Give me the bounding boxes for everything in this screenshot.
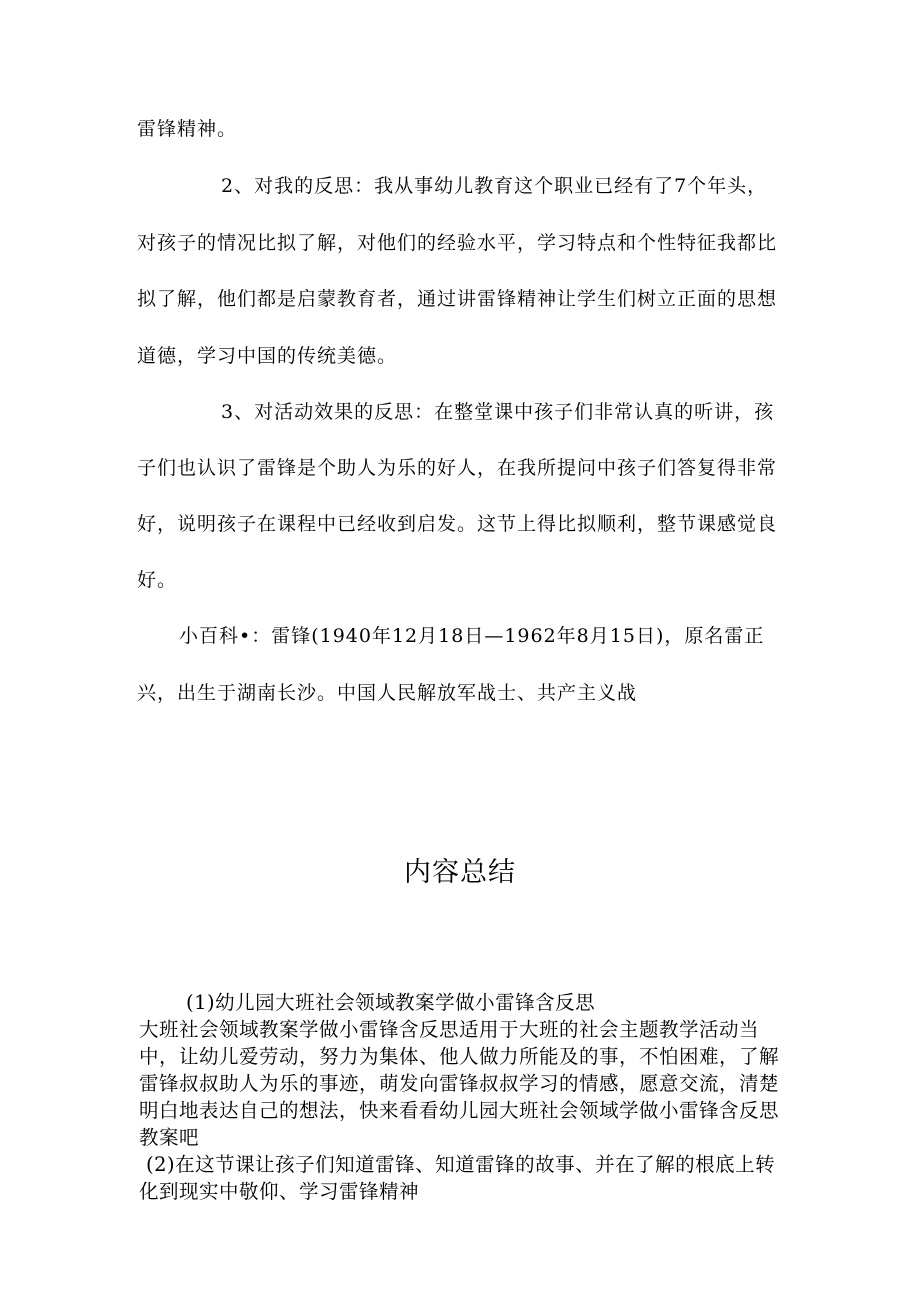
body-text-line: 3、对活动效果的反思：在整堂课中孩子们非常认真的听讲，孩 (221, 401, 775, 423)
summary-text-line: (2)在这节课让孩子们知道雷锋、知道雷锋的故事、并在了解的根底上转 (146, 1153, 776, 1176)
body-text-line: 好，说明孩子在课程中已经收到启发。这节上得比拟顺利，整节课感觉良 (137, 513, 778, 535)
body-text-line: 对孩子的情况比拟了解，对他们的经验水平，学习特点和个性特征我都比 (137, 232, 778, 254)
body-text-line: 子们也认识了雷锋是个助人为乐的好人，在我所提问中孩子们答复得非常 (137, 457, 778, 479)
body-text-line: 雷锋精神。 (137, 118, 238, 140)
summary-text-line: 中，让幼儿爱劳动，努力为集体、他人做力所能及的事，不怕困难，了解 (139, 1045, 780, 1068)
body-text-line: 拟了解，他们都是启蒙教育者，通过讲雷锋精神让学生们树立正面的思想 (137, 288, 778, 310)
body-text-line: 道德，学习中国的传统美德。 (137, 345, 398, 367)
summary-item-heading: (1)幼儿园大班社会领域教案学做小雷锋含反思 (186, 991, 596, 1014)
summary-text-line: 大班社会领域教案学做小雷锋含反思适用于大班的社会主题教学活动当 (139, 1018, 760, 1041)
body-text-line: 小百科•：雷锋(1940年12月18日—1962年8月15日)，原名雷正 (179, 625, 765, 647)
summary-text-line: 明白地表达自己的想法，快来看看幼儿园大班社会领域学做小雷锋含反思 (139, 1099, 780, 1122)
summary-text-line: 化到现实中敬仰、学习雷锋精神 (139, 1180, 420, 1203)
summary-title: 内容总结 (404, 857, 516, 888)
summary-text-line: 雷锋叔叔助人为乐的事迹，萌发向雷锋叔叔学习的情感，愿意交流，清楚 (139, 1072, 780, 1095)
summary-text-line: 教案吧 (139, 1126, 200, 1149)
body-text-line: 兴，出生于湖南长沙。中国人民解放军战士、共产主义战 (137, 682, 638, 704)
body-text-line: 2、对我的反思：我从事幼儿教育这个职业已经有了7个年头， (221, 175, 768, 197)
body-text-line: 好。 (137, 569, 178, 591)
